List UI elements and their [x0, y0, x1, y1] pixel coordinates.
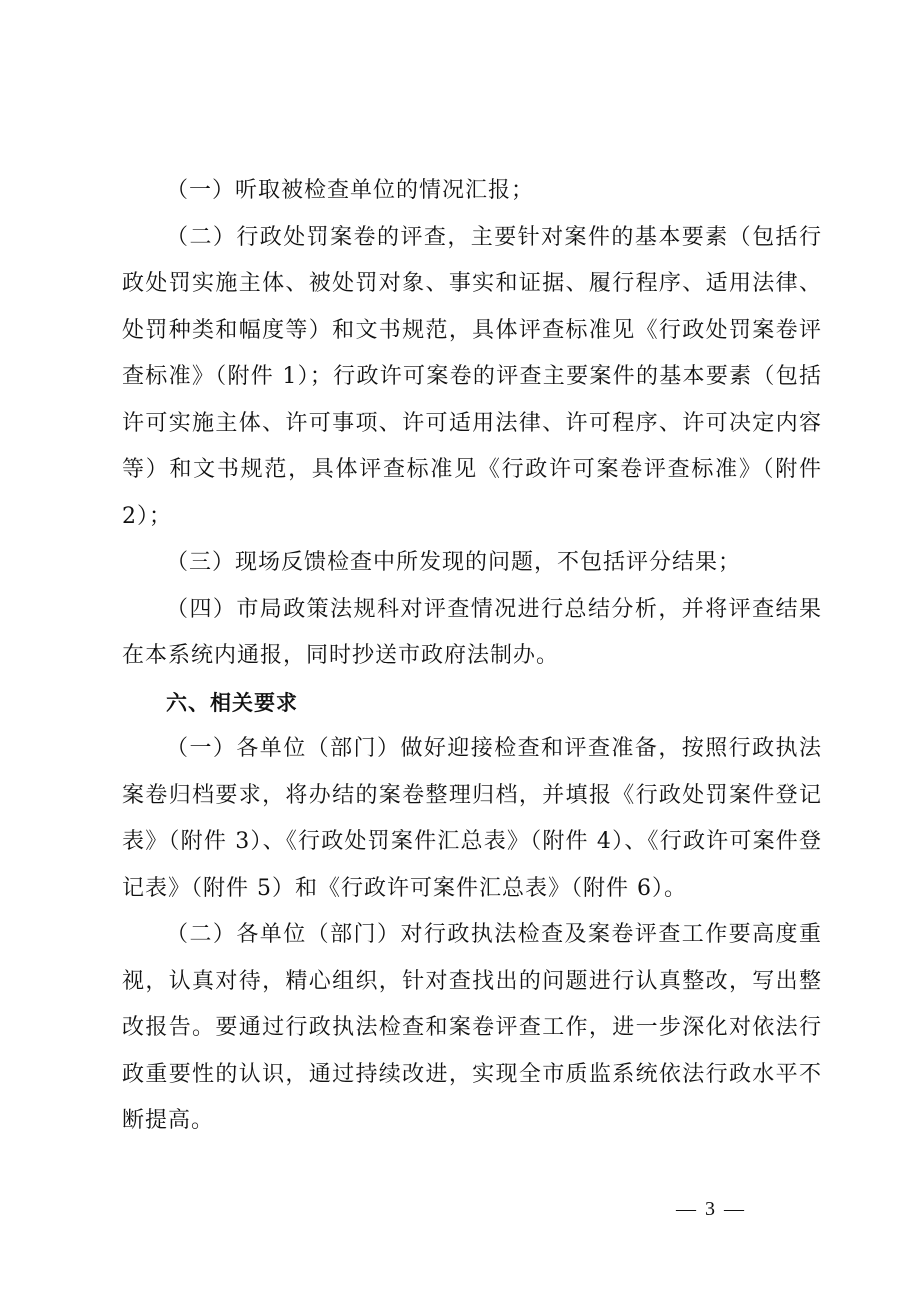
page-number: — 3 — — [676, 1198, 746, 1220]
document-body — [122, 168, 822, 1145]
paragraph-onsite-feedback: （三）现场反馈检查中所发现的问题，不包括评分结果； — [166, 550, 742, 575]
section-heading-requirements: 六、相关要求 — [166, 690, 298, 715]
paragraph-hearing-report: （一）听取被检查单位的情况汇报； — [166, 178, 535, 203]
paragraph-preparation: （一）各单位（部门）做好迎接检查和评查准备，按照行政执法案卷归档要求，将办结的案卷整理归档，并填报《行政处罚案件登记表》（附件 3）、《行政处罚案件汇总表》（附件 4）、《行政许可案件登记表》（附件 5）和《行政许可案件汇总表》（附件 6）。 — [122, 736, 822, 901]
paragraph-summary-analysis: （四）市局政策法规科对评查情况进行总结分析，并将评查结果在本系统内通报，同时抄送市政府法制办。 — [122, 596, 822, 668]
paragraph-case-review: （二）行政处罚案卷的评查，主要针对案件的基本要素（包括行政处罚实施主体、被处罚对象、事实和证据、履行程序、适用法律、处罚种类和幅度等）和文书规范，具体评查标准见《行政处罚案卷评查标准》（附件 1）；行政许可案卷的评查主要案件的基本要素（包括许可实施主体、许可事项、许可适用法律、许可程序、许可决定内容等）和文书规范，具体评查标准见《行政许可案卷评查标准》（附件 2）； — [122, 224, 822, 529]
paragraph-attention: （二）各单位（部门）对行政执法检查及案卷评查工作要高度重视，认真对待，精心组织，针对查找出的问题进行认真整改，写出整改报告。要通过行政执法检查和案卷评查工作，进一步深化对依法行政重要性的认识，通过持续改进，实现全市质监系统依法行政水平不断提高。 — [122, 922, 822, 1133]
